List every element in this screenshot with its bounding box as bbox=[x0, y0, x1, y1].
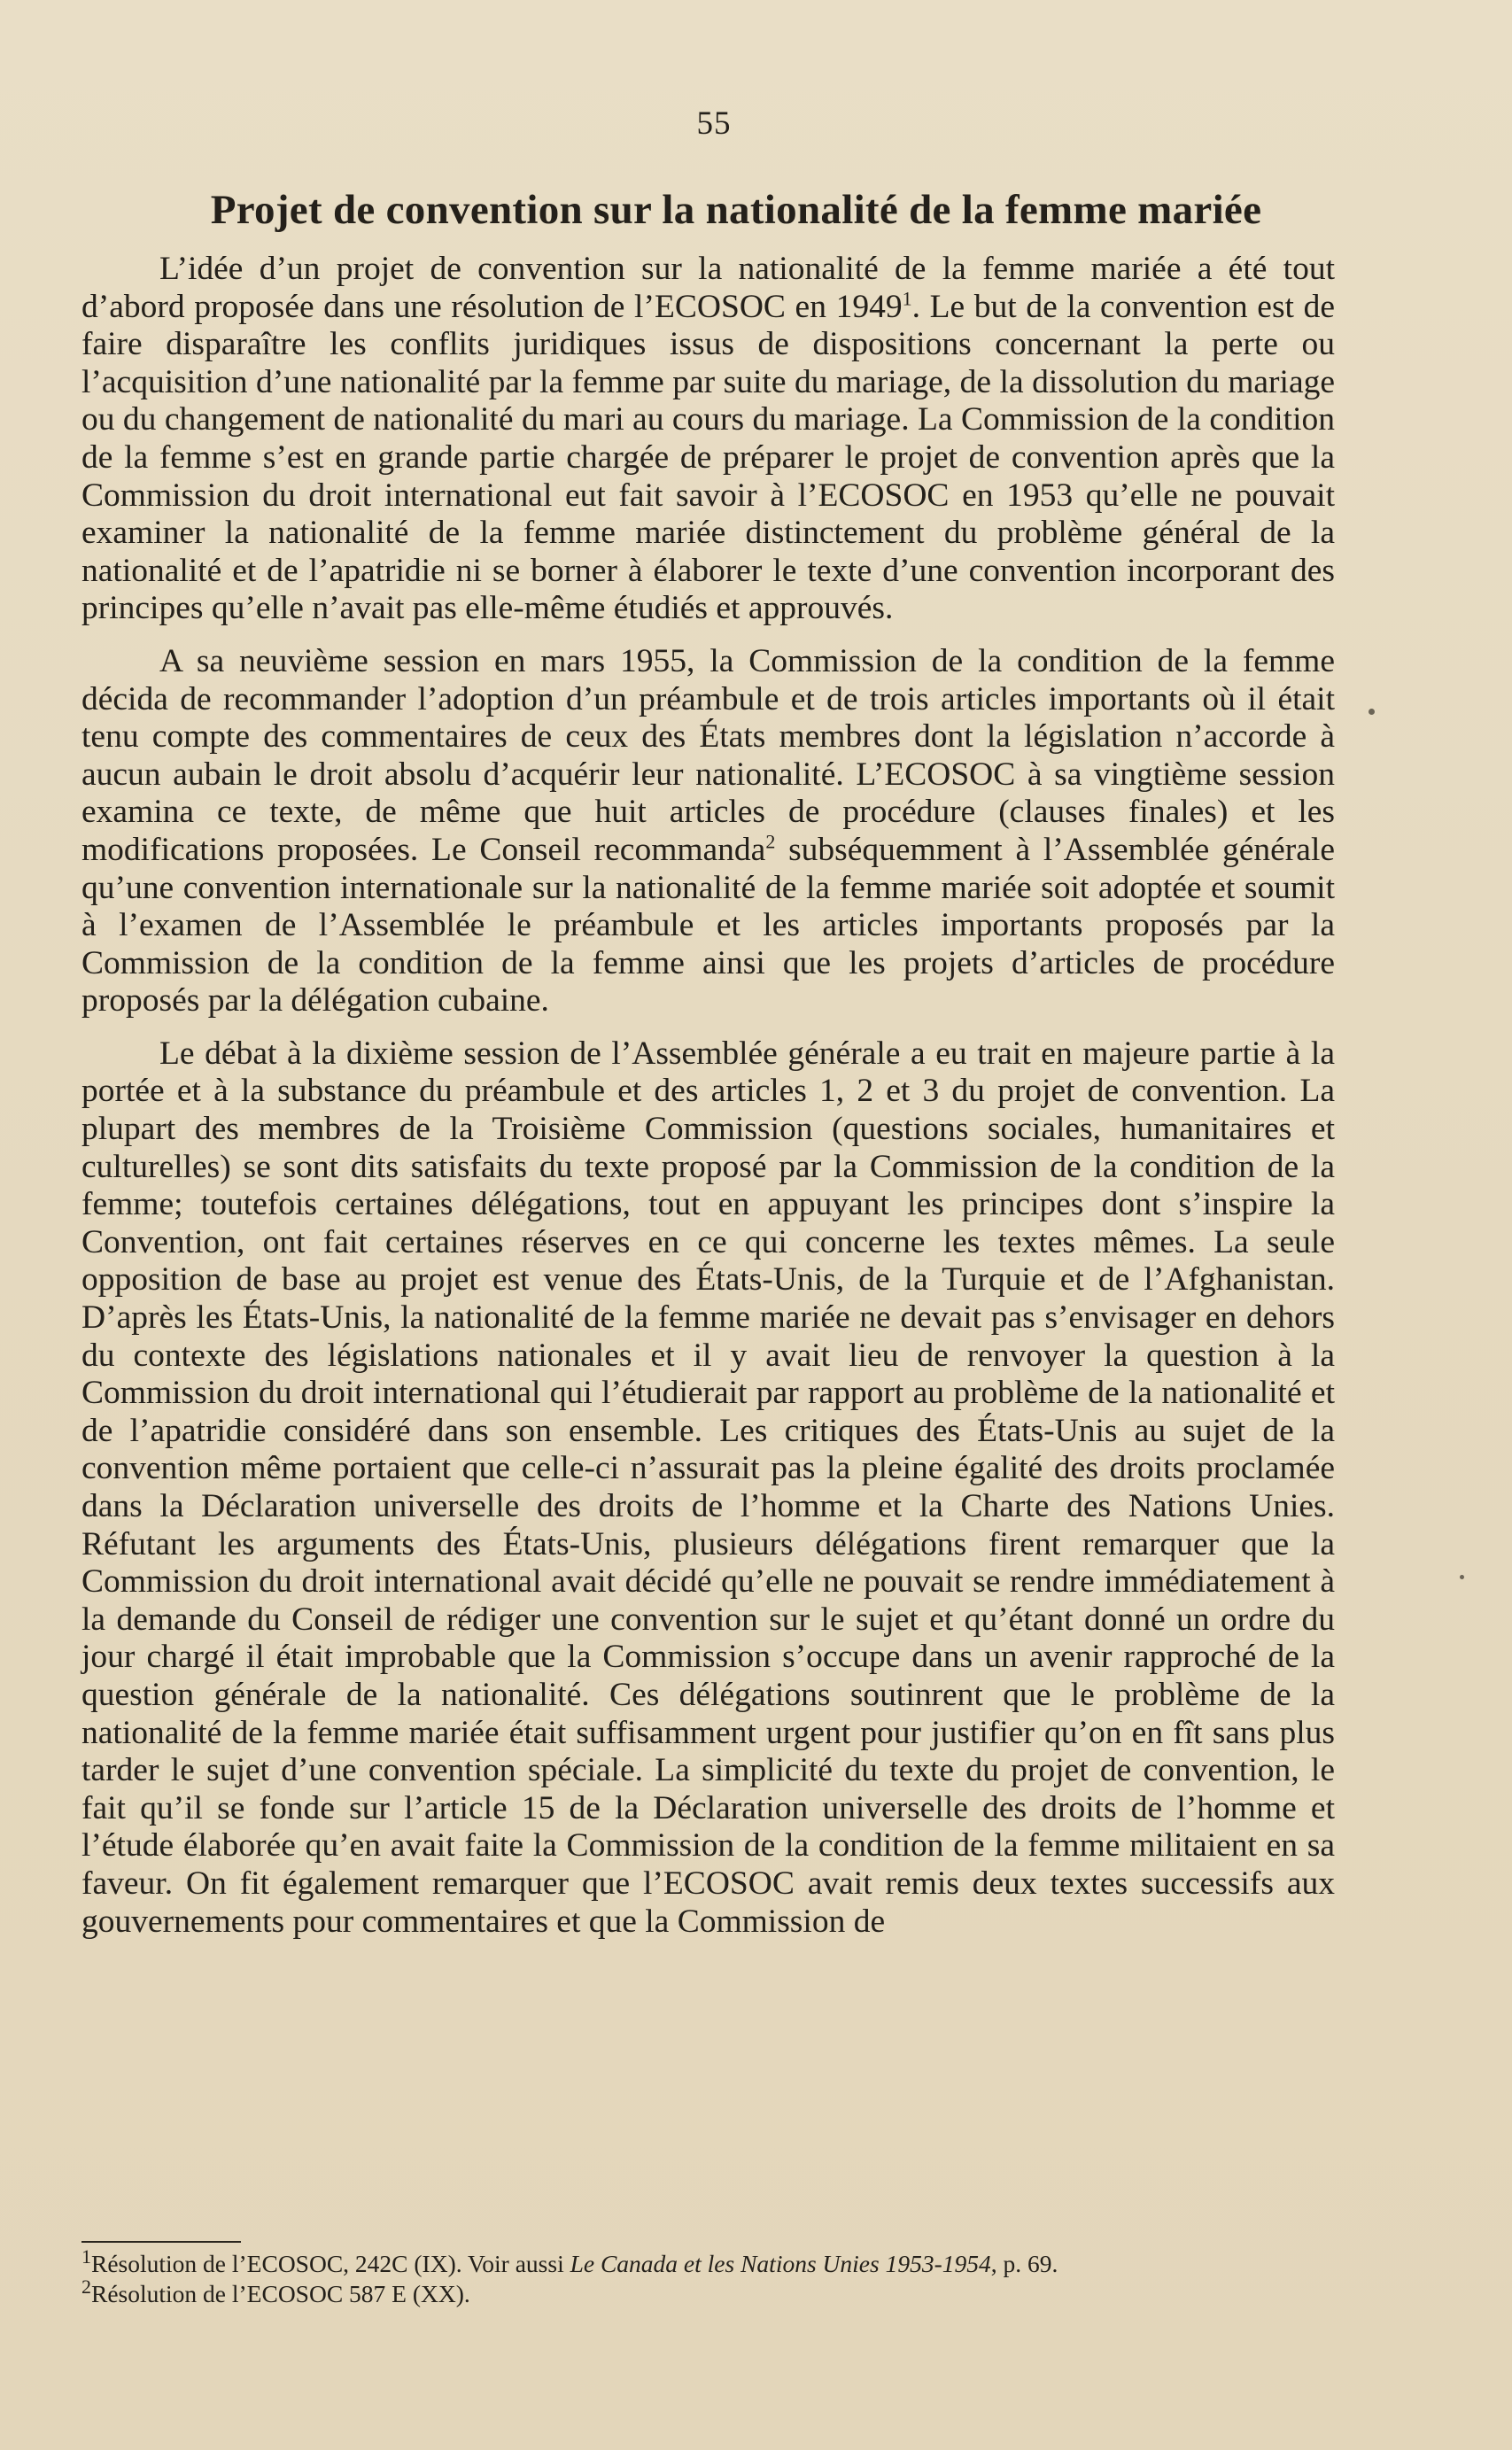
footnote-marker: 1 bbox=[81, 2245, 91, 2268]
footnote-text: Résolution de l’ECOSOC, 242C (IX). Voir aussi bbox=[91, 2250, 570, 2277]
paper-speck bbox=[1460, 1575, 1464, 1579]
paragraph-text: A sa neuvième session en mars 1955, la Commission de la condition de la femme décida de recommander l’adoption d’un préambule et de trois articles importants où il était tenu compte des commentaires de ceux des États membres dont la législation n’accorde à aucun aubain le droit absolu d’acquérir leur nationalité. L’ECOSOC à sa vingtième session examina ce texte, de même que huit articles de procédure (clauses finales) et les modifications proposées. Le Conseil recommanda bbox=[81, 642, 1335, 868]
paragraph-1 bbox=[81, 251, 1335, 628]
paper-speck bbox=[1369, 709, 1375, 715]
footnote-1 bbox=[81, 2245, 1339, 2279]
paragraph-text: subséquemment à l’Assemblée générale qu’une convention internationale sur la nationalité de la femme mariée soit adoptée et soumit à l’examen de l’Assemblée le préambule et les articles importants proposés par la Commission de la condition de la femme ainsi que les projets d’articles de procédure proposés par la délégation cubaine. bbox=[81, 831, 1336, 1020]
paragraph-3 bbox=[81, 1035, 1335, 1941]
footnote-2 bbox=[81, 2275, 1339, 2309]
footnote-ref-2: 2 bbox=[765, 830, 776, 853]
footnote-divider bbox=[81, 2241, 241, 2243]
footnote-title: Le Canada et les Nations Unies 1953-1954 bbox=[570, 2250, 991, 2277]
paragraph-2 bbox=[81, 643, 1335, 1020]
body-text bbox=[81, 251, 1335, 1956]
page-number: 55 bbox=[696, 105, 732, 142]
footnote-text: Résolution de l’ECOSOC 587 E (XX). bbox=[91, 2280, 470, 2307]
footnote-ref-1: 1 bbox=[902, 287, 912, 310]
footnote-tail: , p. 69. bbox=[990, 2250, 1058, 2277]
paragraph-text: Le débat à la dixième session de l’Assemblée générale a eu trait en majeure partie à la portée et à la substance du préambule et des articles 1, 2 et 3 du projet de convention. La plupart des membres de la Troisième Commission (questions sociales, humanitaires et culturelles) se sont dits satisfaits du texte proposé par la Commission de la condition de la femme; toutefois certaines délégations, tout en appuyant les principes dont s’inspire la Convention, ont fait certaines réserves en ce qui concerne les textes mêmes. La seule opposition de base au projet est venue des États-Unis, de la Turquie et de l’Afghanistan. D’après les États-Unis, la nationalité de la femme mariée ne devait pas s’envisager en dehors du contexte des législations nationales et il y avait lieu de renvoyer la question à la Commission du droit international qui l’étudierait par rapport au problème de la nationalité et de l’apatridie considéré dans son ensemble. Les critiques des États-Unis au sujet de la convention même portaient que celle-ci n’assurait pas la pleine égalité des droits proclamée dans la Déclaration universelle des droits de l’homme et la Charte des Nations Unies. Réfutant les arguments des États-Unis, plusieurs délégations firent remarquer que la Commission du droit international avait décidé qu’elle ne pouvait se rendre immédiatement à la demande du Conseil de rédiger une convention sur le sujet et qu’étant donné un ordre du jour chargé il était improbable que la Commission s’occupe dans un avenir rapproché de la question générale de la nationalité. Ces délégations soutinrent que le problème de la nationalité de la femme mariée était suffisamment urgent pour justifier qu’on en fît sans plus tarder le sujet d’une convention spéciale. La simplicité du texte du projet de convention, le fait qu’il se fonde sur l’article 15 de la Déclaration universelle des droits de l’homme et l’étude élaborée qu’en avait faite la Commission de la condition de la femme militaient en sa faveur. On fit également remarquer que l’ECOSOC avait remis deux textes successifs aux gouvernements pour commentaires et que la Commission de bbox=[81, 1035, 1335, 1940]
footnote-marker: 2 bbox=[81, 2275, 91, 2298]
paragraph-text: . Le but de la convention est de faire disparaître les conflits juridiques issus de dispositions concernant la perte ou l’acquisition d’une nationalité par la femme par suite du mariage, de la dissolution du mariage ou du changement de nationalité du mari au cours du mariage. La Commission de la condition de la femme s’est en grande partie chargée de préparer le projet de convention après que la Commission du droit international eut fait savoir à l’ECOSOC en 1953 qu’elle ne pouvait examiner la nationalité de la femme mariée distinctement du problème général de la nationalité et de l’apatridie ni se borner à élaborer le texte d’une convention incorporant des principes qu’elle n’avait pas elle-même étudiés et approuvés. bbox=[81, 288, 1335, 627]
footnotes bbox=[81, 2245, 1339, 2309]
page-title: Projet de convention sur la nationalité de la femme mariée bbox=[210, 187, 1262, 233]
paragraph-text: L’idée d’un projet de convention sur la nationalité de la femme mariée a été tout d’abord proposée dans une résolution de l’ECOSOC en 1949 bbox=[81, 251, 1335, 325]
